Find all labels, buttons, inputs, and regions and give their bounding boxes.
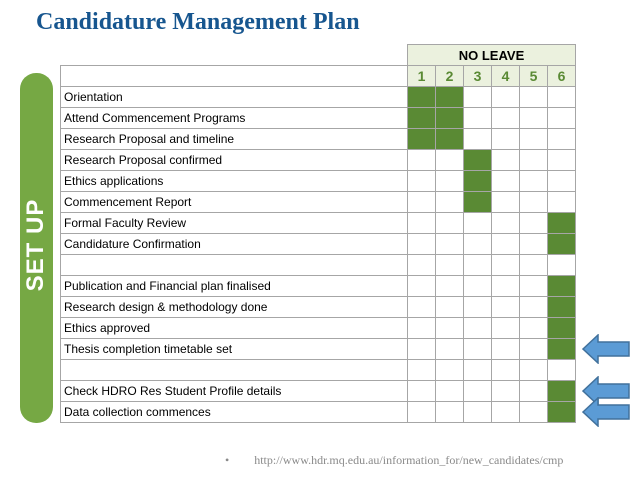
schedule-cell-active xyxy=(436,87,464,108)
schedule-cell xyxy=(548,171,576,192)
task-label: Research Proposal and timeline xyxy=(61,129,408,150)
schedule-cell xyxy=(436,318,464,339)
schedule-cell xyxy=(464,276,492,297)
schedule-cell xyxy=(464,129,492,150)
table-row xyxy=(61,234,576,255)
task-label: Data collection commences xyxy=(61,402,408,423)
task-column-header xyxy=(61,66,408,87)
table-row xyxy=(61,402,576,423)
schedule-cell xyxy=(436,339,464,360)
week-number-4: 4 xyxy=(492,66,520,87)
schedule-cell xyxy=(436,297,464,318)
schedule-cell xyxy=(492,129,520,150)
table-row xyxy=(61,318,576,339)
schedule-cell xyxy=(492,276,520,297)
schedule-cell xyxy=(408,381,436,402)
schedule-cell xyxy=(492,402,520,423)
table-row xyxy=(61,213,576,234)
table-row xyxy=(61,171,576,192)
schedule-cell xyxy=(464,402,492,423)
task-label: Thesis completion timetable set xyxy=(61,339,408,360)
schedule-cell xyxy=(520,150,548,171)
task-label: Research design & methodology done xyxy=(61,297,408,318)
schedule-cell xyxy=(492,87,520,108)
task-label: Attend Commencement Programs xyxy=(61,108,408,129)
schedule-cell xyxy=(520,171,548,192)
left-arrow-shape xyxy=(583,335,629,363)
schedule-cell xyxy=(436,171,464,192)
schedule-cell xyxy=(408,171,436,192)
schedule-cell xyxy=(492,360,520,381)
left-arrow-icon xyxy=(582,334,630,364)
schedule-cell-active xyxy=(548,234,576,255)
schedule-cell xyxy=(520,402,548,423)
schedule-cell xyxy=(464,213,492,234)
task-label xyxy=(61,360,408,381)
schedule-cell xyxy=(464,381,492,402)
table-row xyxy=(61,150,576,171)
task-label xyxy=(61,255,408,276)
schedule-cell xyxy=(520,87,548,108)
task-label: Commencement Report xyxy=(61,192,408,213)
schedule-cell-active xyxy=(464,150,492,171)
table-row xyxy=(61,192,576,213)
schedule-cell xyxy=(492,318,520,339)
task-label: Ethics approved xyxy=(61,318,408,339)
schedule-cell xyxy=(520,234,548,255)
schedule-cell xyxy=(408,339,436,360)
table-row xyxy=(61,255,576,276)
task-label: Research Proposal confirmed xyxy=(61,150,408,171)
schedule-cell xyxy=(492,108,520,129)
week-number-1: 1 xyxy=(408,66,436,87)
table-row xyxy=(61,276,576,297)
schedule-cell xyxy=(492,213,520,234)
schedule-cell xyxy=(464,108,492,129)
table-row xyxy=(61,339,576,360)
schedule-cell xyxy=(436,234,464,255)
schedule-cell xyxy=(464,255,492,276)
schedule-cell xyxy=(436,360,464,381)
schedule-cell xyxy=(408,192,436,213)
task-label: Check HDRO Res Student Profile details xyxy=(61,381,408,402)
schedule-cell xyxy=(520,339,548,360)
left-arrow-shape xyxy=(583,398,629,426)
schedule-cell-active xyxy=(548,318,576,339)
schedule-cell xyxy=(492,171,520,192)
schedule-cell xyxy=(520,255,548,276)
schedule-cell-active xyxy=(408,129,436,150)
left-arrow-icon xyxy=(582,397,630,427)
footer-bullet: • xyxy=(225,453,230,467)
footer-link[interactable]: http://www.hdr.mq.edu.au/information_for/new_candidates/cmp xyxy=(254,453,564,467)
schedule-cell xyxy=(492,192,520,213)
schedule-cell xyxy=(408,150,436,171)
footer xyxy=(225,453,563,468)
schedule-cell xyxy=(436,150,464,171)
week-number-2: 2 xyxy=(436,66,464,87)
task-label: Orientation xyxy=(61,87,408,108)
schedule-cell xyxy=(408,276,436,297)
schedule-cell-active xyxy=(464,171,492,192)
schedule-cell xyxy=(520,360,548,381)
schedule-cell xyxy=(408,318,436,339)
schedule-cell-active xyxy=(548,297,576,318)
schedule-cell xyxy=(492,297,520,318)
schedule-cell xyxy=(436,381,464,402)
schedule-cell xyxy=(520,129,548,150)
week-number-5: 5 xyxy=(520,66,548,87)
schedule-cell xyxy=(408,297,436,318)
schedule-cell xyxy=(436,192,464,213)
schedule-cell xyxy=(492,255,520,276)
schedule-cell-active xyxy=(548,213,576,234)
schedule-cell xyxy=(408,360,436,381)
schedule-cell xyxy=(520,213,548,234)
schedule-cell-active xyxy=(464,192,492,213)
schedule-cell xyxy=(520,381,548,402)
schedule-cell xyxy=(436,276,464,297)
schedule-cell xyxy=(464,318,492,339)
table-row xyxy=(61,129,576,150)
header-row-no-leave xyxy=(61,45,576,66)
schedule-cell xyxy=(464,297,492,318)
schedule-cell-active xyxy=(436,129,464,150)
schedule-cell-active xyxy=(548,276,576,297)
table-row xyxy=(61,108,576,129)
header-blank xyxy=(61,45,408,66)
schedule-cell xyxy=(548,150,576,171)
schedule-cell xyxy=(520,108,548,129)
schedule-cell xyxy=(492,339,520,360)
task-label: Candidature Confirmation xyxy=(61,234,408,255)
task-label: Publication and Financial plan finalised xyxy=(61,276,408,297)
schedule-cell xyxy=(436,402,464,423)
task-label: Formal Faculty Review xyxy=(61,213,408,234)
table-row xyxy=(61,360,576,381)
schedule-cell xyxy=(520,297,548,318)
header-row-weeks xyxy=(61,66,576,87)
schedule-cell-active xyxy=(408,87,436,108)
schedule-cell-active xyxy=(408,108,436,129)
schedule-cell xyxy=(408,234,436,255)
task-label: Ethics applications xyxy=(61,171,408,192)
schedule-cell xyxy=(464,234,492,255)
schedule-cell xyxy=(520,318,548,339)
schedule-cell xyxy=(492,150,520,171)
schedule-cell-active xyxy=(436,108,464,129)
schedule-cell xyxy=(548,255,576,276)
schedule-cell-active xyxy=(548,339,576,360)
schedule-cell xyxy=(520,192,548,213)
schedule-cell xyxy=(548,87,576,108)
schedule-cell xyxy=(464,87,492,108)
table-row xyxy=(61,87,576,108)
schedule-cell xyxy=(548,108,576,129)
no-leave-header: NO LEAVE xyxy=(408,45,576,66)
schedule-cell xyxy=(548,129,576,150)
schedule-cell xyxy=(464,360,492,381)
schedule-cell xyxy=(548,360,576,381)
page-title: Candidature Management Plan xyxy=(36,9,360,35)
table-row xyxy=(61,297,576,318)
schedule-cell xyxy=(408,255,436,276)
schedule-cell-active xyxy=(548,402,576,423)
schedule-cell xyxy=(520,276,548,297)
schedule-cell xyxy=(492,234,520,255)
plan-table xyxy=(60,44,576,423)
schedule-cell xyxy=(408,213,436,234)
setup-phase-label: SET UP xyxy=(22,198,49,292)
schedule-cell xyxy=(548,192,576,213)
schedule-cell xyxy=(464,339,492,360)
schedule-cell xyxy=(408,402,436,423)
table-row xyxy=(61,381,576,402)
schedule-cell xyxy=(492,381,520,402)
schedule-cell xyxy=(436,213,464,234)
schedule-cell-active xyxy=(548,381,576,402)
schedule-cell xyxy=(436,255,464,276)
week-number-6: 6 xyxy=(548,66,576,87)
week-number-3: 3 xyxy=(464,66,492,87)
